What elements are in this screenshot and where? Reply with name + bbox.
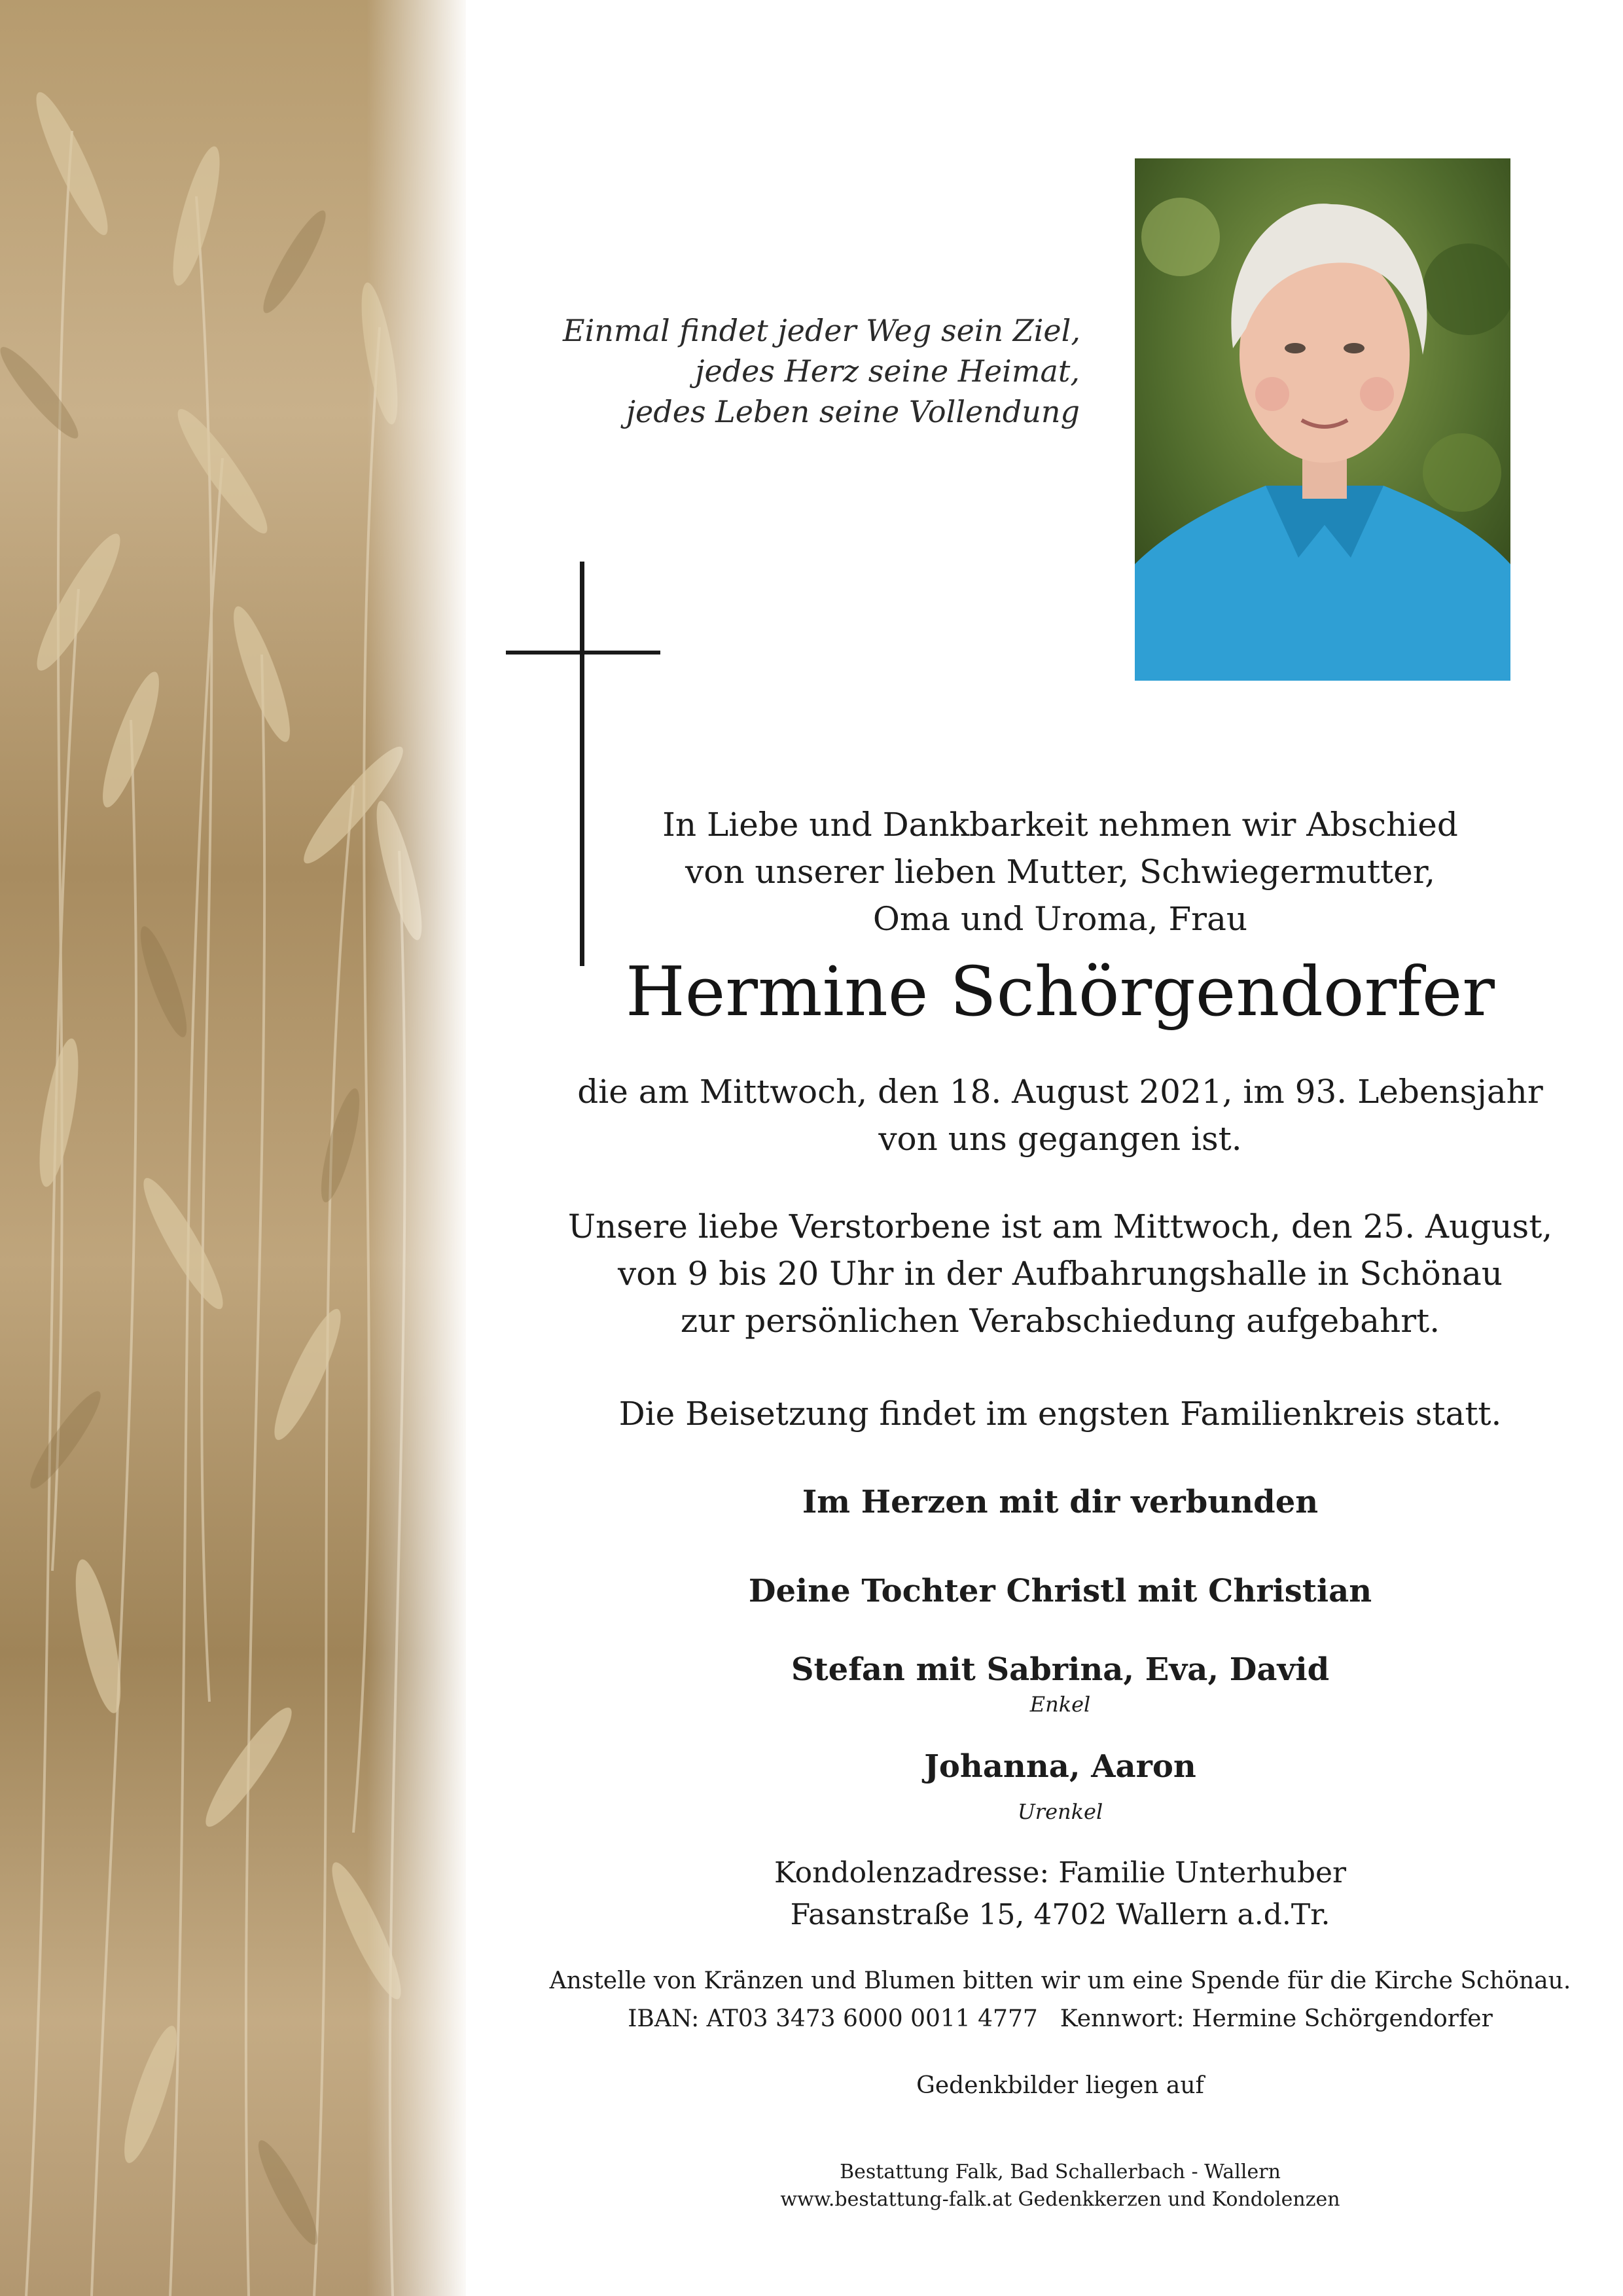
funeral-home-name: Bestattung Falk, Bad Schallerbach - Wallern <box>840 2161 1281 2183</box>
viewing-line: von 9 bis 20 Uhr in der Aufbahrungshalle in Schönau <box>618 1255 1503 1293</box>
quote-line: jedes Leben seine Vollendung <box>626 394 1080 429</box>
quote <box>563 310 1080 432</box>
viewing-line: zur persönlichen Verabschiedung aufgebahrt. <box>680 1302 1440 1340</box>
intro-line: Oma und Uroma, Frau <box>872 900 1248 938</box>
intro-line: von unserer lieben Mutter, Schwiegermutter, <box>685 853 1436 891</box>
viewing-notice <box>537 1203 1584 1344</box>
intro-line: In Liebe und Dankbarkeit nehmen wir Abschied <box>662 806 1458 844</box>
mourners-grandchildren: Stefan mit Sabrina, Eva, David <box>791 1651 1330 1688</box>
donation-iban: IBAN: AT03 3473 6000 0011 4777 <box>628 2005 1038 2032</box>
donation-bank-line <box>537 2000 1584 2038</box>
death-notice <box>537 1068 1584 1162</box>
great-grandchildren-caption: Urenkel <box>1017 1799 1103 1824</box>
wheat-field-image <box>0 0 466 2296</box>
wheat-fade-overlay <box>366 0 466 2296</box>
donation-notice <box>537 1962 1584 2038</box>
death-line: von uns gegangen ist. <box>878 1120 1242 1158</box>
condolence-line: Fasanstraße 15, 4702 Wallern a.d.Tr. <box>790 1898 1330 1931</box>
portrait-photo <box>1135 158 1510 681</box>
intro-text <box>537 801 1584 942</box>
donation-keyword: Kennwort: Hermine Schörgendorfer <box>1060 2005 1493 2032</box>
mourners-motto: Im Herzen mit dir verbunden <box>802 1484 1319 1520</box>
condolence-line: Kondolenzadresse: Familie Unterhuber <box>774 1856 1347 1890</box>
death-line: die am Mittwoch, den 18. August 2021, im 93. Lebensjahr <box>577 1073 1543 1111</box>
quote-line: Einmal findet jeder Weg sein Ziel, <box>563 313 1080 348</box>
condolence-address <box>537 1852 1584 1936</box>
donation-text: Anstelle von Kränzen und Blumen bitten wir um eine Spende für die Kirche Schönau. <box>549 1967 1571 1994</box>
portrait-drawing <box>1135 158 1510 681</box>
cross-horizontal-bar <box>506 651 660 655</box>
quote-line: jedes Herz seine Heimat, <box>695 353 1080 389</box>
memorial-cards-note: Gedenkbilder liegen auf <box>916 2072 1204 2099</box>
deceased-name: Hermine Schörgendorfer <box>626 952 1495 1031</box>
funeral-home-website: www.bestattung-falk.at Gedenkkerzen und Kondolenzen <box>780 2188 1340 2211</box>
burial-notice: Die Beisetzung findet im engsten Familienkreis statt. <box>618 1395 1502 1433</box>
viewing-line: Unsere liebe Verstorbene ist am Mittwoch, den 25. August, <box>567 1208 1553 1246</box>
mourners-great-grandchildren: Johanna, Aaron <box>924 1748 1196 1785</box>
funeral-home-footer <box>537 2159 1584 2214</box>
mourners-daughter: Deine Tochter Christl mit Christian <box>748 1573 1372 1609</box>
grandchildren-caption: Enkel <box>1029 1692 1091 1717</box>
